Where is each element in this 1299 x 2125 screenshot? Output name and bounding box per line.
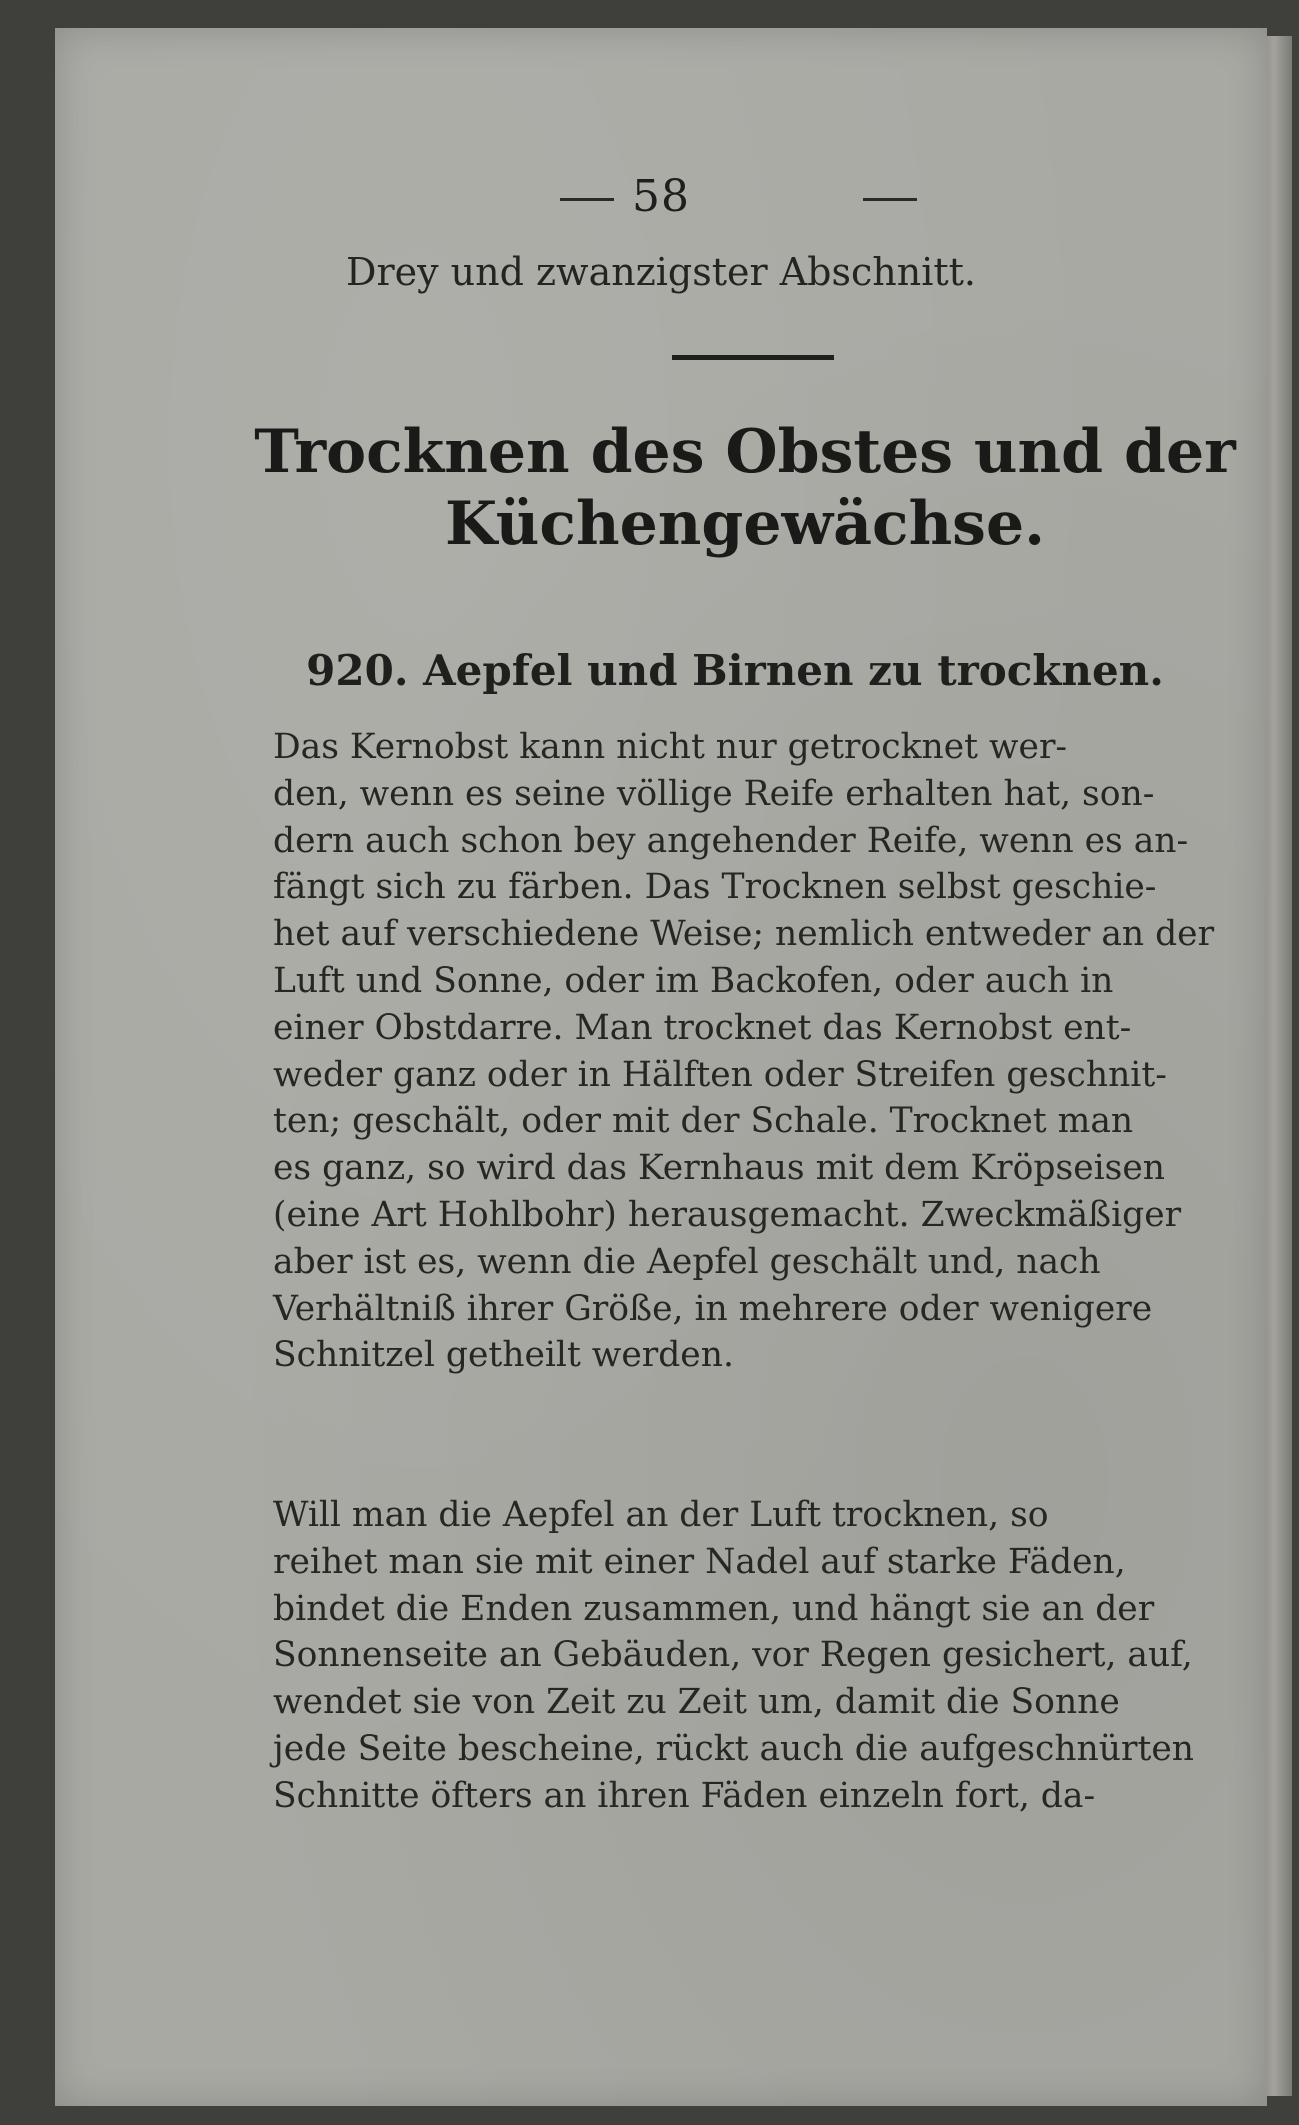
- paragraph-2: [273, 1492, 1238, 1820]
- text-line: Schnitzel getheilt werden.: [273, 1335, 734, 1376]
- recipe-title: Aepfel und Birnen zu trocknen.: [423, 646, 1164, 695]
- text-line: Das Kernobst kann nicht nur getrocknet wer-: [273, 727, 1068, 767]
- text-line: jede Seite bescheine, rückt auch die aufgeschnürten: [273, 1728, 1194, 1769]
- text-line: den, wenn es seine völlige Reife erhalten hat, son-: [273, 773, 1155, 814]
- text-line: Schnitte öfters an ihren Fäden einzeln fort, da-: [273, 1775, 1096, 1816]
- text-line: bindet die Enden zusammen, und hängt sie an der: [273, 1588, 1155, 1629]
- recipe-heading: [255, 646, 1215, 695]
- text-line: einer Obstdarre. Man trocknet das Kernobst ent-: [273, 1007, 1132, 1048]
- text-line: dern auch schon bey angehender Reife, wenn es an-: [273, 820, 1189, 861]
- text-line: aber ist es, wenn die Aepfel geschält und, nach: [273, 1241, 1101, 1282]
- text-line: (eine Art Hohlbohr) herausgemacht. Zweckmäßiger: [273, 1194, 1182, 1235]
- page-number: 58: [632, 171, 690, 222]
- section-label: Drey und zwanzigster Abschnitt.: [346, 250, 976, 294]
- paragraph-1: [273, 724, 1238, 1379]
- text-line: Sonnenseite an Gebäuden, vor Regen gesichert, auf,: [273, 1635, 1193, 1676]
- text-line: fängt sich zu färben. Das Trocknen selbst geschie-: [273, 867, 1157, 908]
- page-number-dash-right: [863, 198, 917, 201]
- book-page: [55, 28, 1267, 2106]
- text-line: Will man die Aepfel an der Luft trocknen, so: [273, 1495, 1049, 1535]
- text-line: het auf verschiedene Weise; nemlich entweder an der: [273, 914, 1215, 955]
- chapter-title: Trocknen des Obstes und der Küchengewächse.: [254, 417, 1236, 559]
- text-line: weder ganz oder in Hälften oder Streifen geschnit-: [273, 1054, 1167, 1095]
- text-line: es ganz, so wird das Kernhaus mit dem Kröpseisen: [273, 1148, 1165, 1189]
- text-line: wendet sie von Zeit zu Zeit um, damit die Sonne: [273, 1682, 1120, 1723]
- recipe-number: 920.: [306, 646, 409, 695]
- text-line: ten; geschält, oder mit der Schale. Trocknet man: [273, 1101, 1134, 1142]
- text-line: Verhältniß ihrer Größe, in mehrere oder wenigere: [273, 1288, 1153, 1329]
- text-line: Luft und Sonne, oder im Backofen, oder auch in: [273, 960, 1114, 1001]
- title-rule: [672, 355, 834, 360]
- text-line: reihet man sie mit einer Nadel auf starke Fäden,: [273, 1541, 1126, 1582]
